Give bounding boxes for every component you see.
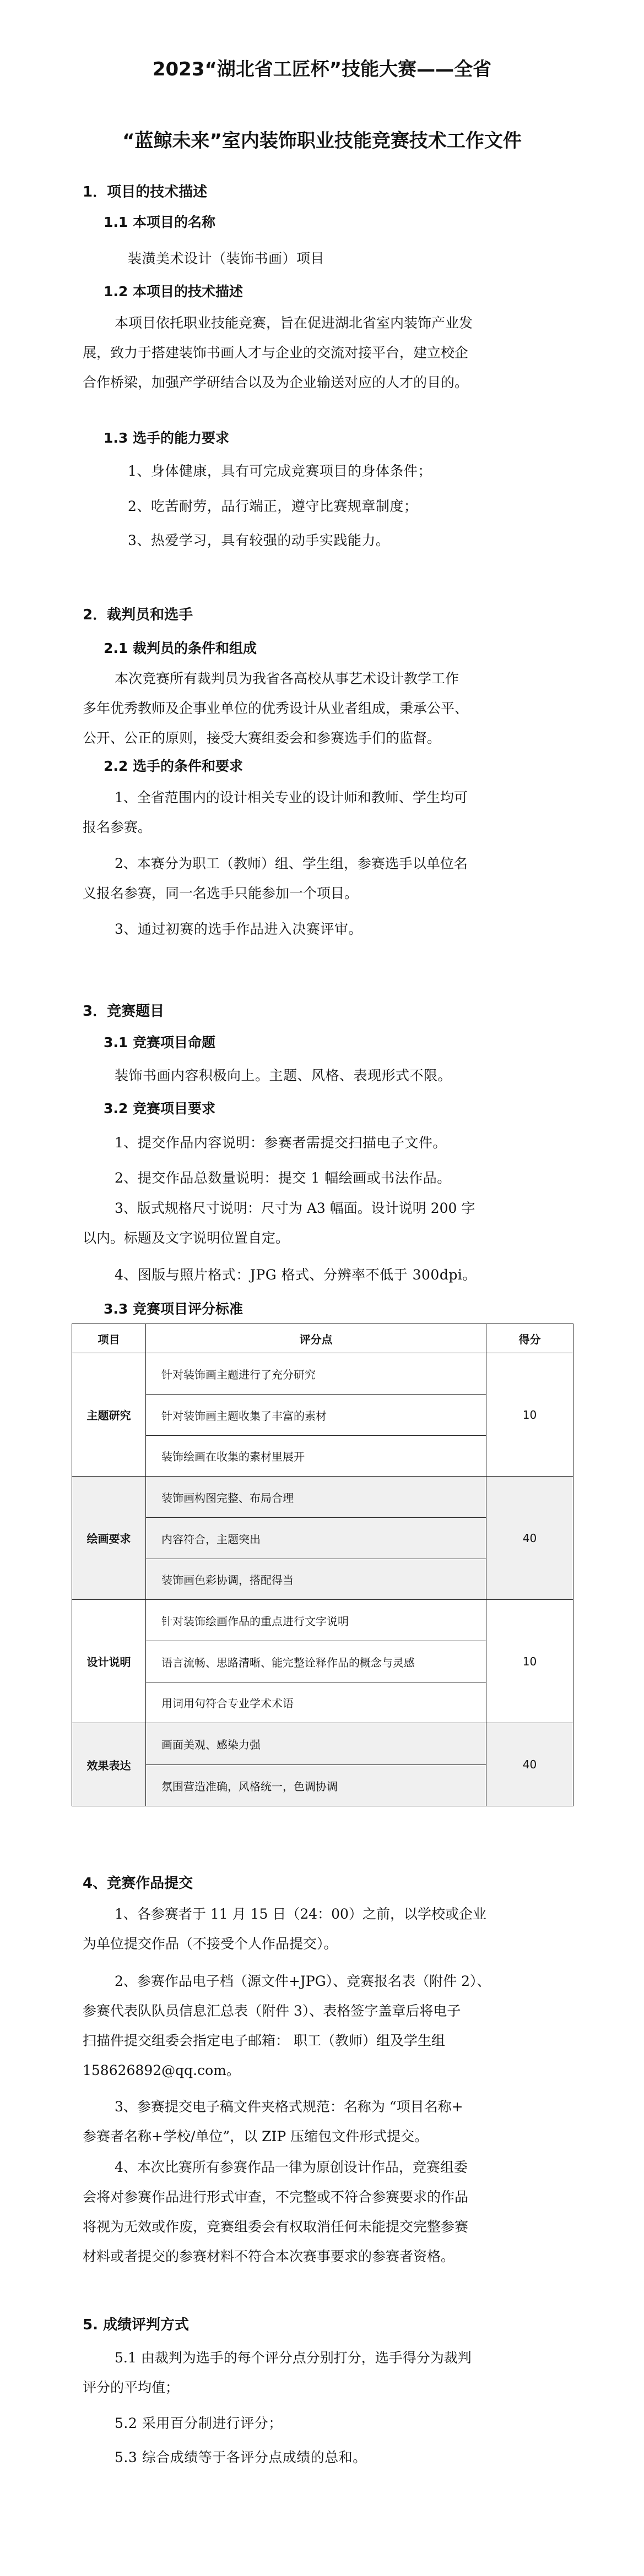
section-3-2-heading: 3.2 竞赛项目要求 <box>104 1101 215 1117</box>
scoring-table <box>72 1324 573 1841</box>
table-criteria-cell: 针对装饰绘画作品的重点进行文字说明 <box>145 1599 486 1641</box>
paragraph-line: 参赛代表队队员信息汇总表（附件 3）、表格签字盖章后将电子 <box>83 2003 461 2019</box>
table-criteria-cell: 画面美观、感染力强 <box>145 1723 486 1765</box>
paragraph-line: 会将对参赛作品进行形式审查，不完整或不符合参赛要求的作品 <box>83 2189 469 2205</box>
table-criteria-cell: 用词用句符合专业学术术语 <box>145 1682 486 1723</box>
table-criteria-cell: 语言流畅、思路清晰、能完整诠释作品的概念与灵感 <box>145 1641 486 1682</box>
section-3-1-text: 装饰书画内容积极向上。主题、风格、表现形式不限。 <box>115 1068 452 1083</box>
paragraph-line: 2、参赛作品电子档（源文件+JPG）、竞赛报名表（附件 2）、 <box>115 1973 491 1989</box>
table-score-cell: 10 <box>486 1353 573 1477</box>
section-1-1-heading: 1.1 本项目的名称 <box>104 214 215 230</box>
paragraph-line: 将视为无效或作废，竞赛组委会有权取消任何未能提交完整参赛 <box>83 2219 469 2235</box>
paragraph-line: 4、本次比赛所有参赛作品一律为原创设计作品，竞赛组委 <box>115 2159 468 2175</box>
paragraph-line: 多年优秀教师及企事业单位的优秀设计从业者组成，秉承公平、 <box>83 700 469 716</box>
paragraph-line: 3、版式规格尺寸说明：尺寸为 A3 幅面。设计说明 200 字 <box>115 1200 475 1216</box>
paragraph-line: 本项目依托职业技能竞赛，旨在促进湖北省室内装饰产业发 <box>115 315 473 331</box>
paragraph-line: 以内。标题及文字说明位置自定。 <box>83 1230 290 1246</box>
paragraph-line: 扫描件提交组委会指定电子邮箱： 职工（教师）组及学生组 <box>83 2033 445 2049</box>
table-category-cell: 主题研究 <box>72 1353 146 1477</box>
requirement-item-3 <box>83 1194 578 1253</box>
paragraph-line: 展，致力于搭建装饰书画人才与企业的交流对接平台，建立校企 <box>83 345 469 361</box>
table-criteria-cell: 针对装饰画主题收集了丰富的素材 <box>145 1394 486 1436</box>
table-criteria-cell: 针对装饰画主题进行了充分研究 <box>145 1353 486 1395</box>
table-category-cell: 绘画要求 <box>72 1476 146 1600</box>
section-3-3-heading: 3.3 竞赛项目评分标准 <box>104 1301 243 1317</box>
section-4-para-2 <box>83 1967 578 2085</box>
section-1-heading: 1．项目的技术描述 <box>83 184 208 200</box>
table-criteria-cell: 内容符合，主题突出 <box>145 1517 486 1559</box>
section-5-heading: 5. 成绩评判方式 <box>83 2317 190 2333</box>
section-4-para-3 <box>83 2092 578 2152</box>
table-criteria-cell: 装饰画色彩协调，搭配得当 <box>145 1559 486 1600</box>
table-score-cell: 10 <box>486 1599 573 1723</box>
section-4-para-1 <box>83 1899 578 1959</box>
document-title-line1: 2023“湖北省工匠杯”技能大赛——全省 <box>152 58 492 80</box>
table-header-project: 项目 <box>72 1324 146 1353</box>
paragraph-line: 2、本赛分为职工（教师）组、学生组，参赛选手以单位名 <box>115 856 468 872</box>
paragraph-line: 材料或者提交的参赛材料不符合本次赛事要求的参赛者资格。 <box>83 2248 455 2264</box>
paragraph-line: 1、各参赛者于 11 月 15 日（24：00）之前，以学校或企业 <box>115 1906 486 1922</box>
section-2-1-paragraph <box>83 664 578 753</box>
paragraph-line: 本次竞赛所有裁判员为我省各高校从事艺术设计教学工作 <box>115 671 459 687</box>
table-criteria-cell: 装饰绘画在收集的素材里展开 <box>145 1435 486 1477</box>
section-5-para-3: 5.3 综合成绩等于各评分点成绩的总和。 <box>115 2449 367 2465</box>
section-5-para-2: 5.2 采用百分制进行评分； <box>115 2415 283 2431</box>
section-3-1-heading: 3.1 竞赛项目命题 <box>104 1034 215 1050</box>
table-category-cell: 设计说明 <box>72 1599 146 1723</box>
paragraph-line: 为单位提交作品（不接受个人作品提交）。 <box>83 1936 338 1952</box>
table-score-cell: 40 <box>486 1476 573 1600</box>
document-title-line2: “蓝鲸未来”室内装饰职业技能竞赛技术工作文件 <box>122 130 522 152</box>
paragraph-line: 1、全省范围内的设计相关专业的设计师和教师、学生均可 <box>115 789 468 805</box>
section-1-3-heading: 1.3 选手的能力要求 <box>104 430 229 446</box>
section-3-heading: 3．竞赛题目 <box>83 1003 165 1020</box>
paragraph-line: 报名参赛。 <box>83 819 152 835</box>
table-criteria-cell: 氛围营造准确，风格统一，色调协调 <box>145 1764 486 1806</box>
table-score-cell: 40 <box>486 1723 573 1806</box>
section-5-para-1 <box>83 2343 578 2403</box>
section-2-heading: 2．裁判员和选手 <box>83 607 193 623</box>
ability-item-3: 3、热爱学习，具有较强的动手实践能力。 <box>128 532 390 548</box>
table-header-criteria: 评分点 <box>145 1324 486 1353</box>
paragraph-line: 合作桥梁，加强产学研结合以及为企业输送对应的人才的目的。 <box>83 374 469 390</box>
requirement-item-2: 2、提交作品总数量说明：提交 1 幅绘画或书法作品。 <box>115 1170 451 1186</box>
requirement-item-4: 4、图版与照片格式：JPG 格式、分辨率不低于 300dpi。 <box>115 1267 477 1283</box>
paragraph-line: 公开、公正的原则，接受大赛组委会和参赛选手们的监督。 <box>83 730 441 746</box>
section-1-2-paragraph <box>83 308 578 397</box>
section-2-2-para-1 <box>83 783 578 842</box>
section-2-1-heading: 2.1 裁判员的条件和组成 <box>104 640 257 656</box>
ability-item-1: 1、身体健康，具有可完成竞赛项目的身体条件； <box>128 463 432 479</box>
section-2-2-heading: 2.2 选手的条件和要求 <box>104 758 243 774</box>
requirement-item-1: 1、提交作品内容说明：参赛者需提交扫描电子文件。 <box>115 1135 447 1151</box>
paragraph-line: 评分的平均值； <box>83 2379 180 2395</box>
ability-item-2: 2、吃苦耐劳，品行端正，遵守比赛规章制度； <box>128 498 418 514</box>
section-1-1-text: 装潢美术设计（装饰书画）项目 <box>128 250 325 266</box>
table-criteria-cell: 装饰画构图完整、布局合理 <box>145 1476 486 1518</box>
section-2-2-para-3: 3、通过初赛的选手作品进入决赛评审。 <box>115 921 362 937</box>
table-category-cell: 效果表达 <box>72 1723 146 1806</box>
section-2-2-para-2 <box>83 849 578 908</box>
section-4-heading: 4、竞赛作品提交 <box>83 1875 193 1892</box>
section-1-2-heading: 1.2 本项目的技术描述 <box>104 284 243 299</box>
paragraph-line: 参赛者名称+学校/单位”，以 ZIP 压缩包文件形式提交。 <box>83 2128 429 2144</box>
table-header-score: 得分 <box>486 1324 573 1353</box>
paragraph-line: 3、参赛提交电子稿文件夹格式规范：名称为 “项目名称+ <box>115 2099 463 2115</box>
paragraph-line: 义报名参赛，同一名选手只能参加一个项目。 <box>83 885 359 901</box>
paragraph-line: 5.1 由裁判为选手的每个评分点分别打分，选手得分为裁判 <box>115 2350 472 2366</box>
paragraph-line: 158626892@qq.com。 <box>83 2062 240 2078</box>
section-4-para-4 <box>83 2153 578 2272</box>
